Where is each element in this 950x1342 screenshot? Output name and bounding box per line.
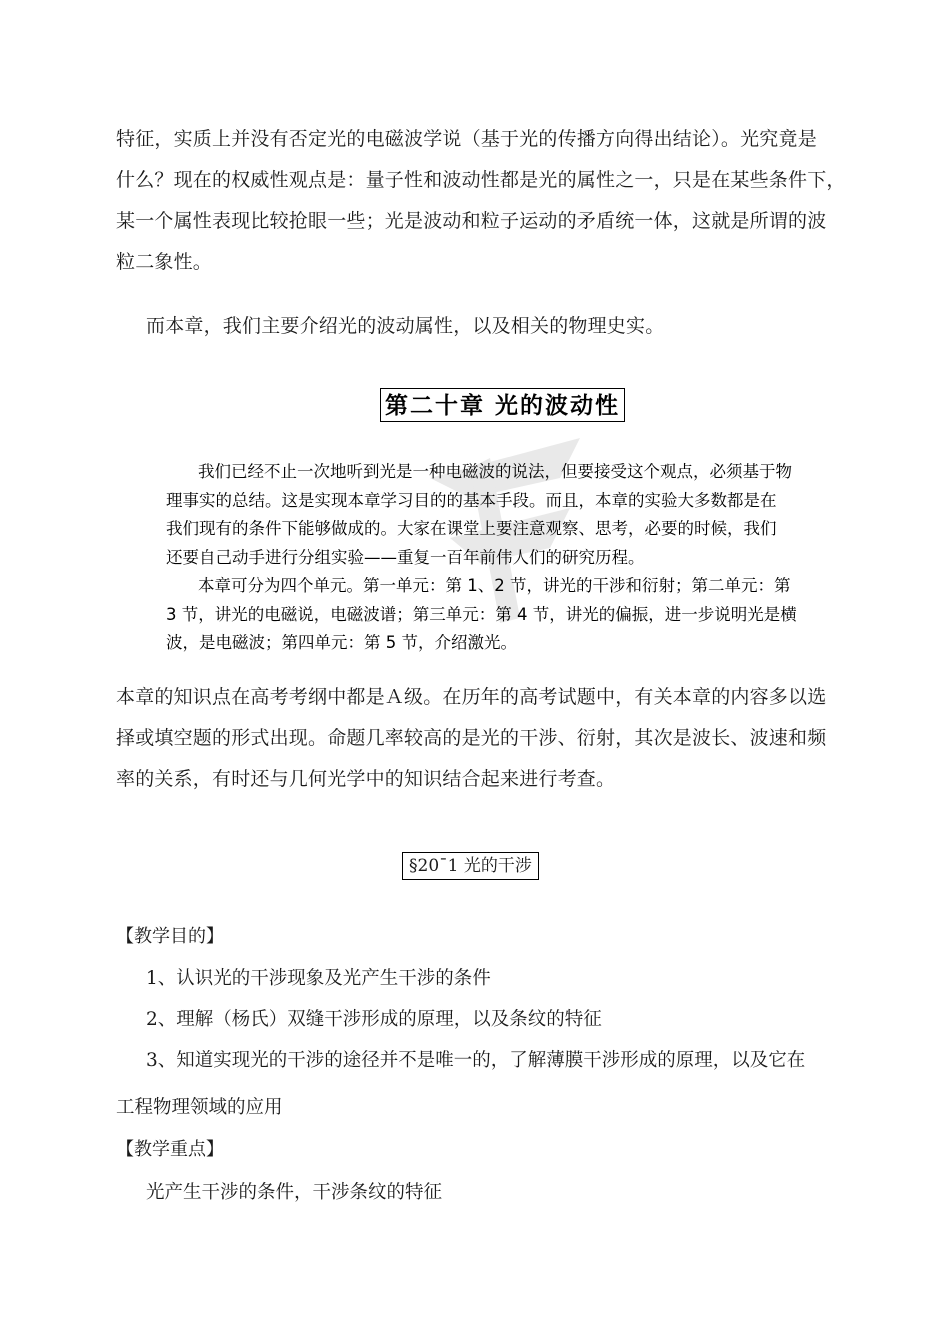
key-point-item: 光产生干涉的条件，干涉条纹的特征 <box>146 1182 443 1203</box>
summary-line: 率的关系，有时还与几何光学中的知识结合起来进行考查。 <box>116 768 616 790</box>
teaching-goal-item: 1、认识光的干涉现象及光产生干涉的条件 <box>146 968 491 989</box>
scan-line: 还要自己动手进行分组实验——重复一百年前伟人们的研究历程。 <box>166 547 645 567</box>
teaching-goal-item-continued: 工程物理领域的应用 <box>116 1097 283 1118</box>
scan-line: 波，是电磁波；第四单元：第 5 节，介绍激光。 <box>166 633 517 652</box>
scan-line: 本章可分为四个单元。第一单元：第 1、2 节，讲光的干涉和衍射；第二单元：第 <box>198 576 791 595</box>
exam-summary-paragraph <box>116 677 836 800</box>
scan-line: 我们已经不止一次地听到光是一种电磁波的说法，但要接受这个观点，必须基于物 <box>198 462 792 481</box>
chapter-title: 第二十章 光的波动性 <box>380 388 625 422</box>
chapter-focus-paragraph: 而本章，我们主要介绍光的波动属性，以及相关的物理史实。 <box>146 315 665 337</box>
scan-line: 3 节，讲光的电磁说，电磁波谱；第三单元：第 4 节，讲光的偏振，进一步说明光是横 <box>166 604 797 624</box>
summary-line: 择或填空题的形式出现。命题几率较高的是光的干涉、衍射，其次是波长、波速和频 <box>116 727 827 749</box>
intro-line: 某一个属性表现比较抢眼一些；光是波动和粒子运动的矛盾统一体，这就是所谓的波 <box>116 210 827 232</box>
chapter-intro-text <box>166 458 846 658</box>
teaching-goals-heading: 【教学目的】 <box>116 926 224 947</box>
teaching-goal-item: 3、知道实现光的干涉的途径并不是唯一的，了解薄膜干涉形成的原理，以及它在 <box>146 1050 806 1071</box>
chapter-intro-scan <box>160 388 850 650</box>
intro-line: 什么？现在的权威性观点是：量子性和波动性都是光的属性之一，只是在某些条件下， <box>116 169 846 191</box>
summary-line: 本章的知识点在高考考纲中都是Ａ级。在历年的高考试题中，有关本章的内容多以选 <box>116 686 827 708</box>
intro-line: 粒二象性。 <box>116 251 213 273</box>
scan-line: 理事实的总结。这是实现本章学习目的的基本手段。而且，本章的实验大多数都是在 <box>166 490 777 510</box>
teaching-goal-item: 2、理解（杨氏）双缝干涉形成的原理，以及条纹的特征 <box>146 1009 602 1030</box>
intro-line: 特征，实质上并没有否定光的电磁波学说（基于光的传播方向得出结论）。光究竟是 <box>116 128 817 150</box>
scan-line: 我们现有的条件下能够做成的。大家在课堂上要注意观察、思考，必要的时候，我们 <box>166 519 777 538</box>
section-title: §20ˉ1 光的干涉 <box>402 852 539 880</box>
intro-paragraph <box>116 119 846 283</box>
key-points-heading: 【教学重点】 <box>116 1139 224 1160</box>
